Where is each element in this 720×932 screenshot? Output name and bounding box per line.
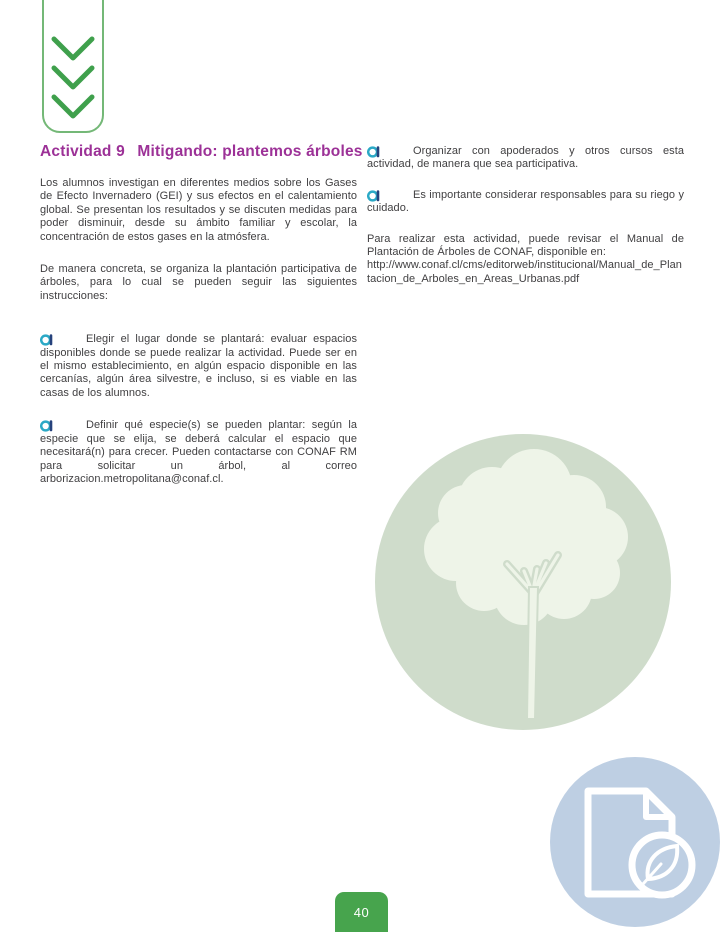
triple-chevron-down-icon: [42, 0, 104, 133]
a-bullet-icon: [367, 189, 380, 203]
page-number: 40: [353, 904, 370, 920]
left-column: [40, 177, 357, 505]
intro-paragraph: Los alumnos investigan en diferentes medios sobre los Gases de Efecto Invernadero (GEI) y sus efectos en el calentamiento global. Se presentan los resultados y se discuten medidas para poder disminuir, desde su ámbito familiar y escolar, la concentración de estos gases en la atmósfera.: [40, 177, 357, 243]
a-bullet-icon: [40, 419, 53, 433]
tree-trunk: [527, 587, 538, 719]
a-bullet-icon: [40, 333, 53, 347]
bullet-item: [40, 333, 357, 400]
page-number-badge: [335, 892, 388, 932]
bullet-text: Elegir el lugar donde se plantará: evaluar espacios disponibles donde se puede realizar la actividad. Puede ser en el mismo establecimiento, en algún espacio disponible en las cercanías, algún área silvestre, e incluso, si es viable en las casas de los alumnos.: [40, 333, 357, 399]
a-bullet-icon: [367, 145, 380, 159]
bullet-item: [40, 419, 357, 486]
activity-name: Mitigando: plantemos árboles: [137, 143, 363, 160]
manual-note: Para realizar esta actividad, puede revisar el Manual de Plantación de Árboles de CONAF, disponible en:: [367, 232, 684, 259]
document-with-leaf-watermark: [550, 757, 720, 927]
bullet-text: Es importante considerar responsables para su riego y cuidado.: [367, 188, 684, 215]
activity-number: Actividad 9: [40, 143, 125, 160]
manual-url-link[interactable]: http://www.conaf.cl/cms/editorweb/institucional/Manual_de_Plantacion_de_Arboles_en_Areas_Urbanas.pdf: [367, 259, 682, 285]
page-title: [40, 143, 363, 161]
bullet-text: Organizar con apoderados y otros cursos esta actividad, de manera que sea participativa.: [367, 145, 684, 171]
tree-in-circle-watermark: [374, 427, 674, 737]
right-column: [367, 145, 684, 286]
instructions-lead-paragraph: De manera concreta, se organiza la plantación participativa de árboles, para lo cual se pueden seguir las siguientes instrucciones:: [40, 263, 357, 302]
bullet-item: [367, 189, 684, 216]
bullet-text: Definir qué especie(s) se pueden plantar: según la especie que se elija, se deberá calcular el espacio que necesitará(n) para crecer. Pueden contactarse con CONAF RM para solicitar un árbol, al correo arborizacion.metropolitana@conaf.cl.: [40, 419, 357, 485]
bullet-item: [367, 145, 684, 172]
